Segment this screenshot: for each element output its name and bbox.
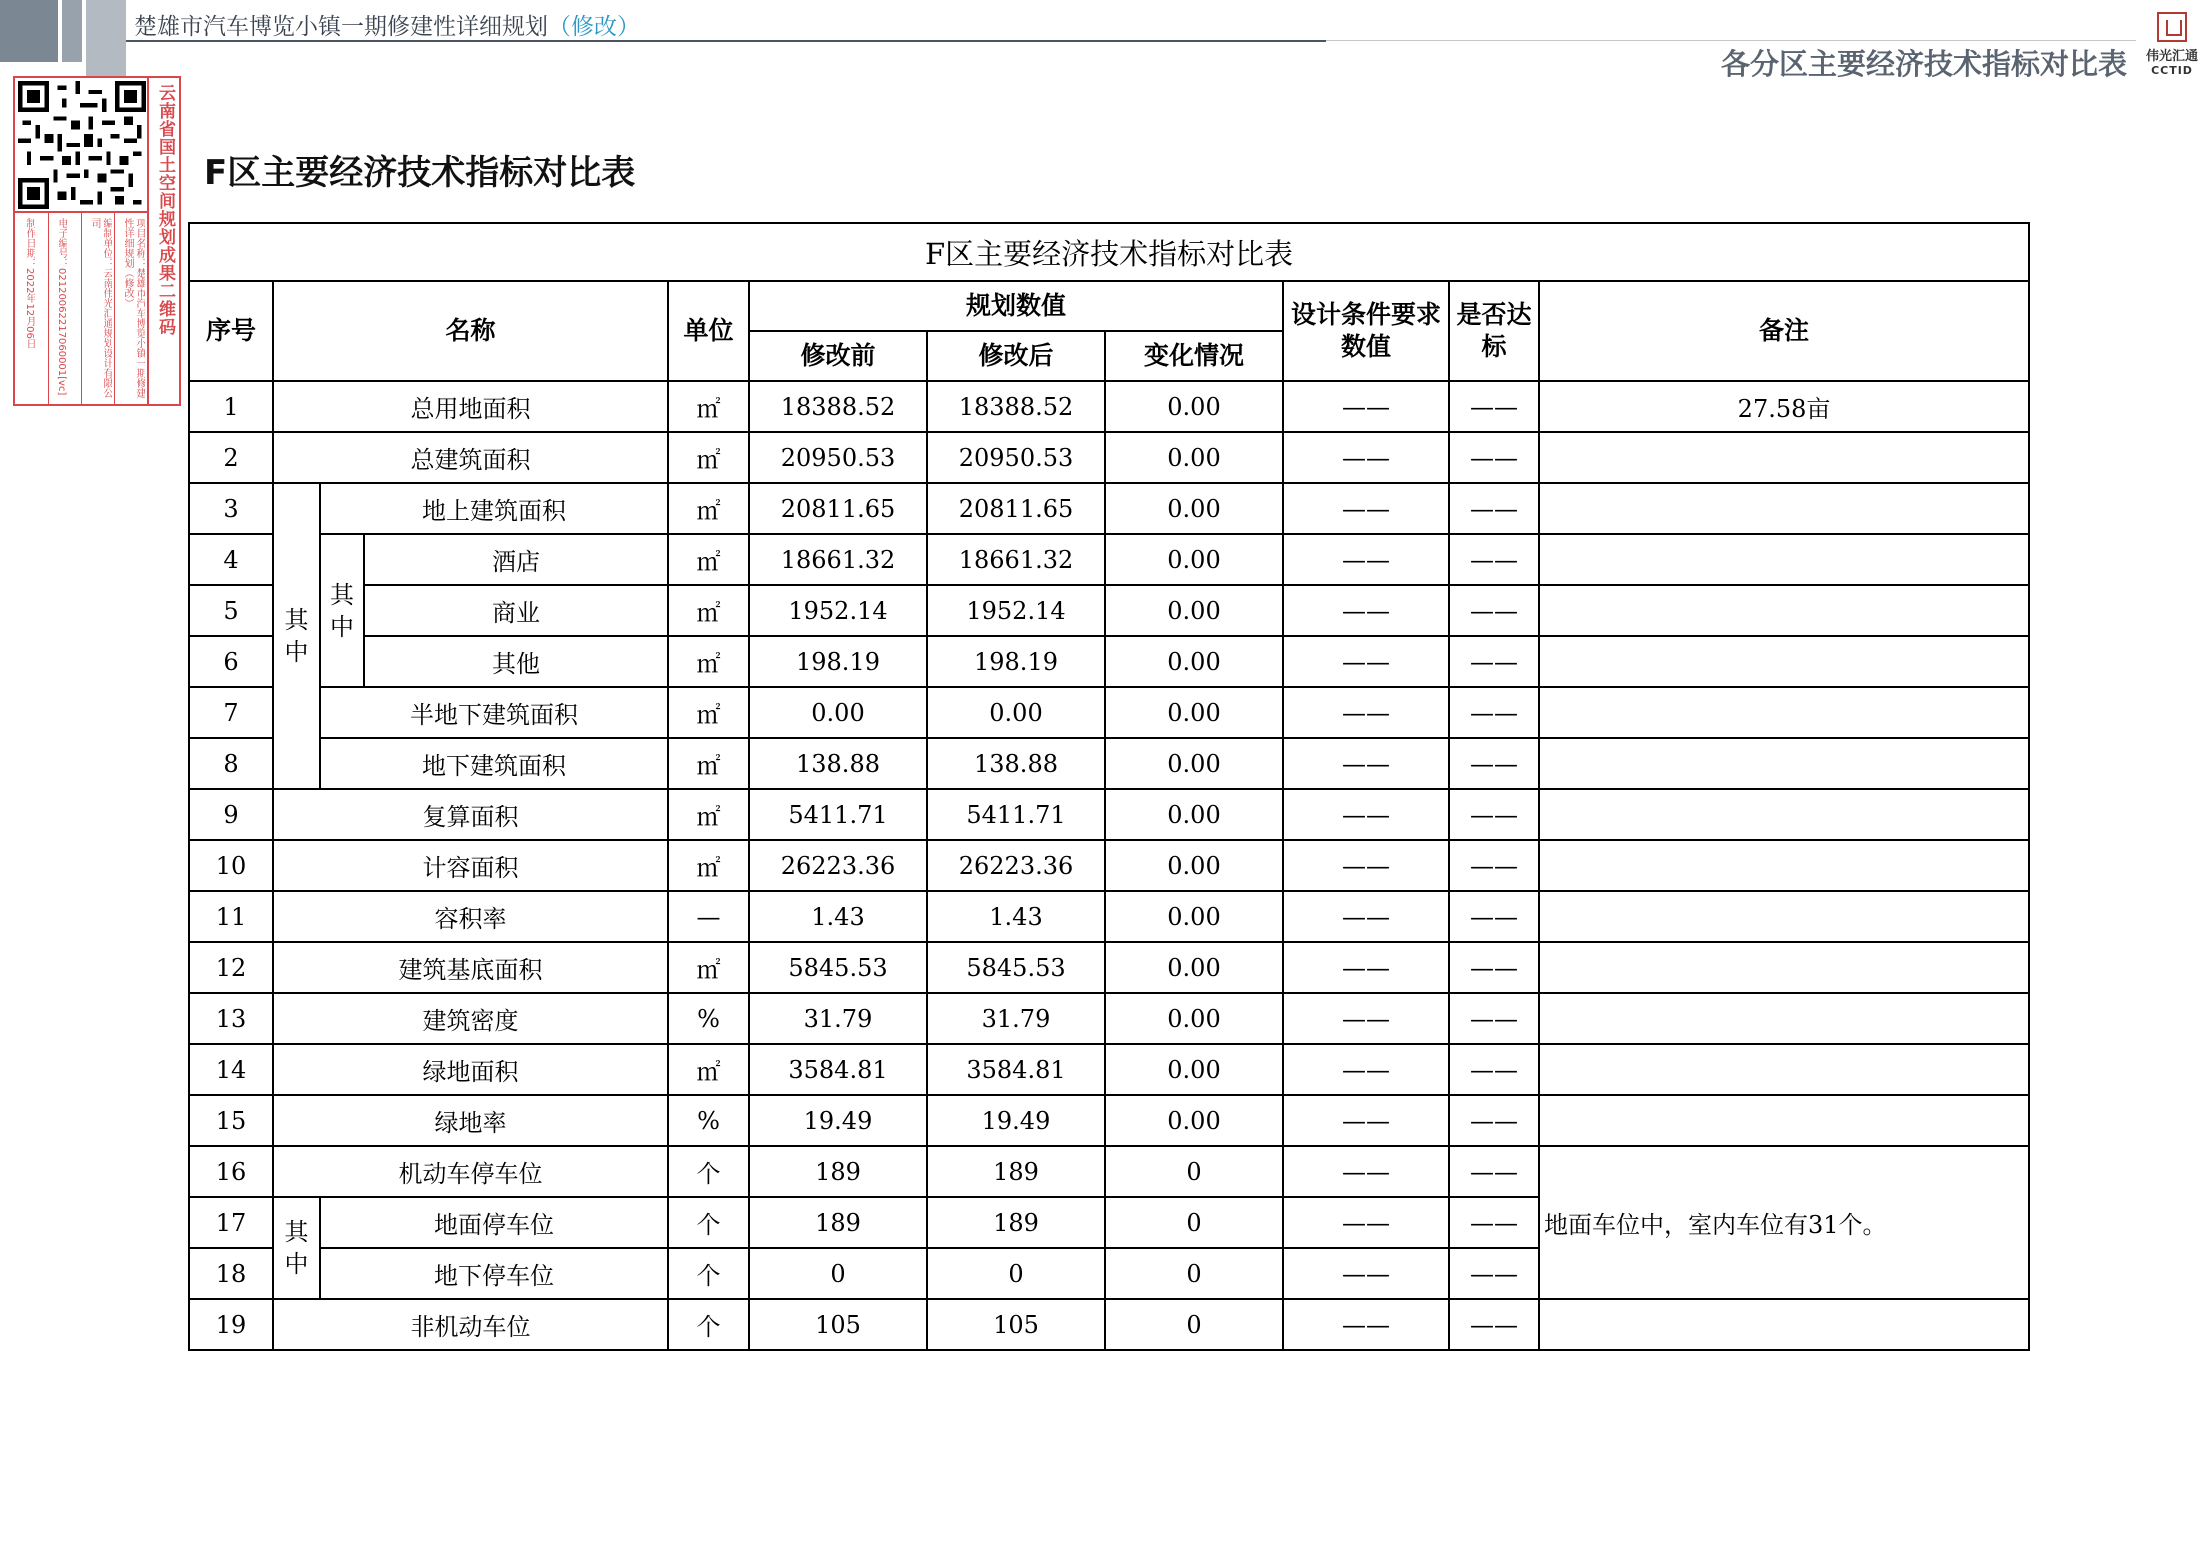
- cell-design: ——: [1283, 1248, 1449, 1299]
- header-remark: 备注: [1539, 281, 2029, 381]
- cell-design: ——: [1283, 840, 1449, 891]
- cell-change: 0.00: [1105, 381, 1283, 432]
- cell-design: ——: [1283, 381, 1449, 432]
- cell-design: ——: [1283, 1197, 1449, 1248]
- header-divider: [1326, 40, 2136, 41]
- cell-name: 半地下建筑面积: [320, 687, 668, 738]
- cell-name: 地下建筑面积: [320, 738, 668, 789]
- cell-compliant: ——: [1449, 687, 1539, 738]
- header-stripe: [62, 0, 82, 62]
- cell-before: 5411.71: [749, 789, 927, 840]
- cell-after: 19.49: [927, 1095, 1105, 1146]
- table-row: [189, 789, 2029, 840]
- cell-remark: [1539, 993, 2029, 1044]
- cell-after: 105: [927, 1299, 1105, 1350]
- cell-compliant: ——: [1449, 789, 1539, 840]
- cell-seq: 17: [189, 1197, 273, 1248]
- cell-change: 0: [1105, 1299, 1283, 1350]
- table-row: [189, 993, 2029, 1044]
- cell-name: 复算面积: [273, 789, 668, 840]
- cell-seq: 9: [189, 789, 273, 840]
- cell-name: 地上建筑面积: [320, 483, 668, 534]
- cell-remark: [1539, 738, 2029, 789]
- cell-compliant: ——: [1449, 534, 1539, 585]
- cell-after: 18661.32: [927, 534, 1105, 585]
- cell-compliant: ——: [1449, 432, 1539, 483]
- cell-design: ——: [1283, 636, 1449, 687]
- cell-change: 0.00: [1105, 483, 1283, 534]
- page-subtitle: 各分区主要经济技术指标对比表: [1720, 47, 2127, 81]
- cell-change: 0.00: [1105, 432, 1283, 483]
- cell-name: 机动车停车位: [273, 1146, 668, 1197]
- stamp-title: 云南省国土空间规划成果二维码: [155, 84, 175, 336]
- cell-change: 0.00: [1105, 891, 1283, 942]
- cell-unit: %: [668, 1095, 749, 1146]
- cell-unit: —: [668, 891, 749, 942]
- cell-compliant: ——: [1449, 1095, 1539, 1146]
- stamp-line: 电子编号：02120062217060001[vc]: [56, 218, 67, 396]
- cell-design: ——: [1283, 1146, 1449, 1197]
- header-before: 修改前: [749, 331, 927, 381]
- group-label-qizhong: 其中: [320, 534, 364, 687]
- cell-design: ——: [1283, 738, 1449, 789]
- cell-before: 19.49: [749, 1095, 927, 1146]
- cell-change: 0.00: [1105, 636, 1283, 687]
- cell-design: ——: [1283, 942, 1449, 993]
- cell-before: 3584.81: [749, 1044, 927, 1095]
- cell-seq: 6: [189, 636, 273, 687]
- table-row: [189, 534, 2029, 585]
- cell-after: 5411.71: [927, 789, 1105, 840]
- cell-name: 绿地面积: [273, 1044, 668, 1095]
- cell-change: 0.00: [1105, 687, 1283, 738]
- cell-after: 20811.65: [927, 483, 1105, 534]
- qr-code-icon: [18, 81, 146, 209]
- cell-compliant: ——: [1449, 891, 1539, 942]
- cell-before: 18388.52: [749, 381, 927, 432]
- table-row: [189, 1095, 2029, 1146]
- cell-compliant: ——: [1449, 483, 1539, 534]
- cell-before: 31.79: [749, 993, 927, 1044]
- cell-unit: ㎡: [668, 381, 749, 432]
- cell-seq: 18: [189, 1248, 273, 1299]
- cell-name: 酒店: [364, 534, 668, 585]
- cell-name: 绿地率: [273, 1095, 668, 1146]
- cell-name: 总建筑面积: [273, 432, 668, 483]
- cell-change: 0: [1105, 1146, 1283, 1197]
- cell-before: 20811.65: [749, 483, 927, 534]
- header-design: 设计条件要求数值: [1283, 281, 1449, 381]
- cell-remark: [1539, 942, 2029, 993]
- cell-unit: 个: [668, 1146, 749, 1197]
- cell-name: 商业: [364, 585, 668, 636]
- cell-change: 0.00: [1105, 585, 1283, 636]
- cell-name: 计容面积: [273, 840, 668, 891]
- page-title: F区主要经济技术指标对比表: [204, 153, 636, 193]
- cell-seq: 1: [189, 381, 273, 432]
- cell-compliant: ——: [1449, 585, 1539, 636]
- cell-name: 非机动车位: [273, 1299, 668, 1350]
- cell-compliant: ——: [1449, 942, 1539, 993]
- cell-before: 198.19: [749, 636, 927, 687]
- header-unit: 单位: [668, 281, 749, 381]
- table-row: [189, 432, 2029, 483]
- cell-change: 0.00: [1105, 840, 1283, 891]
- table-row: [189, 840, 2029, 891]
- cell-seq: 16: [189, 1146, 273, 1197]
- cell-after: 198.19: [927, 636, 1105, 687]
- header-stripe: [0, 0, 58, 62]
- cell-design: ——: [1283, 432, 1449, 483]
- cell-after: 189: [927, 1197, 1105, 1248]
- cell-after: 3584.81: [927, 1044, 1105, 1095]
- cell-name: 总用地面积: [273, 381, 668, 432]
- cell-remark: [1539, 483, 2029, 534]
- cell-unit: ㎡: [668, 789, 749, 840]
- cell-design: ——: [1283, 993, 1449, 1044]
- cell-remark: [1539, 687, 2029, 738]
- header-seq: 序号: [189, 281, 273, 381]
- cell-remark-parking: 地面车位中，室内车位有31个。: [1539, 1146, 2029, 1299]
- cell-unit: ㎡: [668, 840, 749, 891]
- cell-remark: [1539, 534, 2029, 585]
- cell-seq: 12: [189, 942, 273, 993]
- cell-remark: [1539, 789, 2029, 840]
- cell-before: 1.43: [749, 891, 927, 942]
- cell-design: ——: [1283, 1299, 1449, 1350]
- header-after: 修改后: [927, 331, 1105, 381]
- cell-design: ——: [1283, 1095, 1449, 1146]
- table-row: [189, 891, 2029, 942]
- cell-unit: ㎡: [668, 534, 749, 585]
- cell-change: 0.00: [1105, 1044, 1283, 1095]
- cell-after: 0.00: [927, 687, 1105, 738]
- header-planned: 规划数值: [749, 281, 1283, 331]
- cell-change: 0.00: [1105, 738, 1283, 789]
- cell-compliant: ——: [1449, 1044, 1539, 1095]
- cell-design: ——: [1283, 789, 1449, 840]
- cell-seq: 2: [189, 432, 273, 483]
- cell-before: 189: [749, 1146, 927, 1197]
- cell-before: 138.88: [749, 738, 927, 789]
- group-label-qizhong: 其中: [273, 483, 320, 789]
- indicator-table: [188, 222, 2030, 1351]
- cell-design: ——: [1283, 687, 1449, 738]
- cell-compliant: ——: [1449, 1146, 1539, 1197]
- table-row: [189, 738, 2029, 789]
- cell-remark: [1539, 891, 2029, 942]
- cell-seq: 7: [189, 687, 273, 738]
- cell-compliant: ——: [1449, 993, 1539, 1044]
- cell-name: 地面停车位: [320, 1197, 668, 1248]
- table-caption: F区主要经济技术指标对比表: [189, 223, 2029, 281]
- cell-remark: 27.58亩: [1539, 381, 2029, 432]
- cell-unit: %: [668, 993, 749, 1044]
- table-row: [189, 585, 2029, 636]
- cell-seq: 3: [189, 483, 273, 534]
- cell-remark: [1539, 840, 2029, 891]
- cell-before: 26223.36: [749, 840, 927, 891]
- stamp-line: 制作日期：2022年12月06日: [24, 218, 35, 349]
- cell-remark: [1539, 636, 2029, 687]
- cell-seq: 11: [189, 891, 273, 942]
- cell-name: 建筑基底面积: [273, 942, 668, 993]
- logo-mark-icon: [2157, 12, 2187, 42]
- cell-unit: 个: [668, 1248, 749, 1299]
- cell-after: 26223.36: [927, 840, 1105, 891]
- logo-name: 伟光汇通: [2145, 49, 2198, 64]
- header-divider: [126, 40, 1326, 42]
- cell-seq: 13: [189, 993, 273, 1044]
- table-row: [189, 483, 2029, 534]
- cell-remark: [1539, 432, 2029, 483]
- cell-remark: [1539, 1095, 2029, 1146]
- cell-design: ——: [1283, 1044, 1449, 1095]
- cell-after: 5845.53: [927, 942, 1105, 993]
- header-stripe: [86, 0, 126, 78]
- cell-before: 189: [749, 1197, 927, 1248]
- table-row: [189, 1044, 2029, 1095]
- cell-seq: 8: [189, 738, 273, 789]
- header-name: 名称: [273, 281, 668, 381]
- cell-after: 0: [927, 1248, 1105, 1299]
- cell-unit: 个: [668, 1197, 749, 1248]
- cell-unit: 个: [668, 1299, 749, 1350]
- cell-seq: 5: [189, 585, 273, 636]
- cell-after: 1952.14: [927, 585, 1105, 636]
- cell-design: ——: [1283, 891, 1449, 942]
- table-row: [189, 636, 2029, 687]
- cell-change: 0.00: [1105, 942, 1283, 993]
- cell-seq: 14: [189, 1044, 273, 1095]
- cell-compliant: ——: [1449, 738, 1539, 789]
- company-logo: [2144, 12, 2200, 77]
- cell-remark: [1539, 1044, 2029, 1095]
- cell-seq: 19: [189, 1299, 273, 1350]
- cell-before: 105: [749, 1299, 927, 1350]
- cell-seq: 15: [189, 1095, 273, 1146]
- cell-remark: [1539, 1299, 2029, 1350]
- logo-abbrev: CCTID: [2151, 64, 2193, 77]
- cell-before: 18661.32: [749, 534, 927, 585]
- cell-seq: 10: [189, 840, 273, 891]
- table-row: [189, 1299, 2029, 1350]
- cell-after: 189: [927, 1146, 1105, 1197]
- stamp-line: 编制单位：云南伟光汇通规划设计有限公司: [89, 218, 112, 398]
- project-title: 楚雄市汽车博览小镇一期修建性详细规划（修改）: [134, 14, 640, 40]
- header-change: 变化情况: [1105, 331, 1283, 381]
- cell-unit: ㎡: [668, 432, 749, 483]
- cell-design: ——: [1283, 585, 1449, 636]
- cell-unit: ㎡: [668, 585, 749, 636]
- cell-change: 0.00: [1105, 993, 1283, 1044]
- cell-after: 138.88: [927, 738, 1105, 789]
- cell-compliant: ——: [1449, 381, 1539, 432]
- cell-after: 31.79: [927, 993, 1105, 1044]
- cell-design: ——: [1283, 483, 1449, 534]
- cell-seq: 4: [189, 534, 273, 585]
- qr-code-stamp: [13, 76, 181, 406]
- table-row: [189, 942, 2029, 993]
- table-row: [189, 687, 2029, 738]
- cell-compliant: ——: [1449, 1299, 1539, 1350]
- cell-unit: ㎡: [668, 942, 749, 993]
- cell-before: 1952.14: [749, 585, 927, 636]
- cell-change: 0.00: [1105, 789, 1283, 840]
- cell-compliant: ——: [1449, 636, 1539, 687]
- project-title-suffix: （修改）: [548, 14, 640, 40]
- cell-compliant: ——: [1449, 840, 1539, 891]
- cell-unit: ㎡: [668, 483, 749, 534]
- cell-before: 5845.53: [749, 942, 927, 993]
- cell-after: 18388.52: [927, 381, 1105, 432]
- table-row: [189, 1146, 2029, 1197]
- group-label-qizhong: 其中: [273, 1197, 320, 1299]
- stamp-line: 项目名称：楚雄市汽车博览小镇一期修建性详细规划（修改）: [122, 218, 145, 398]
- cell-name: 建筑密度: [273, 993, 668, 1044]
- cell-name: 容积率: [273, 891, 668, 942]
- cell-after: 1.43: [927, 891, 1105, 942]
- cell-unit: ㎡: [668, 1044, 749, 1095]
- cell-change: 0: [1105, 1248, 1283, 1299]
- cell-change: 0: [1105, 1197, 1283, 1248]
- cell-change: 0.00: [1105, 534, 1283, 585]
- cell-compliant: ——: [1449, 1248, 1539, 1299]
- cell-remark: [1539, 585, 2029, 636]
- cell-design: ——: [1283, 534, 1449, 585]
- cell-before: 20950.53: [749, 432, 927, 483]
- cell-after: 20950.53: [927, 432, 1105, 483]
- cell-unit: ㎡: [668, 738, 749, 789]
- table-row: [189, 381, 2029, 432]
- cell-change: 0.00: [1105, 1095, 1283, 1146]
- cell-before: 0.00: [749, 687, 927, 738]
- cell-unit: ㎡: [668, 687, 749, 738]
- cell-compliant: ——: [1449, 1197, 1539, 1248]
- cell-name: 其他: [364, 636, 668, 687]
- header-compliant: 是否达标: [1449, 281, 1539, 381]
- cell-name: 地下停车位: [320, 1248, 668, 1299]
- cell-before: 0: [749, 1248, 927, 1299]
- cell-unit: ㎡: [668, 636, 749, 687]
